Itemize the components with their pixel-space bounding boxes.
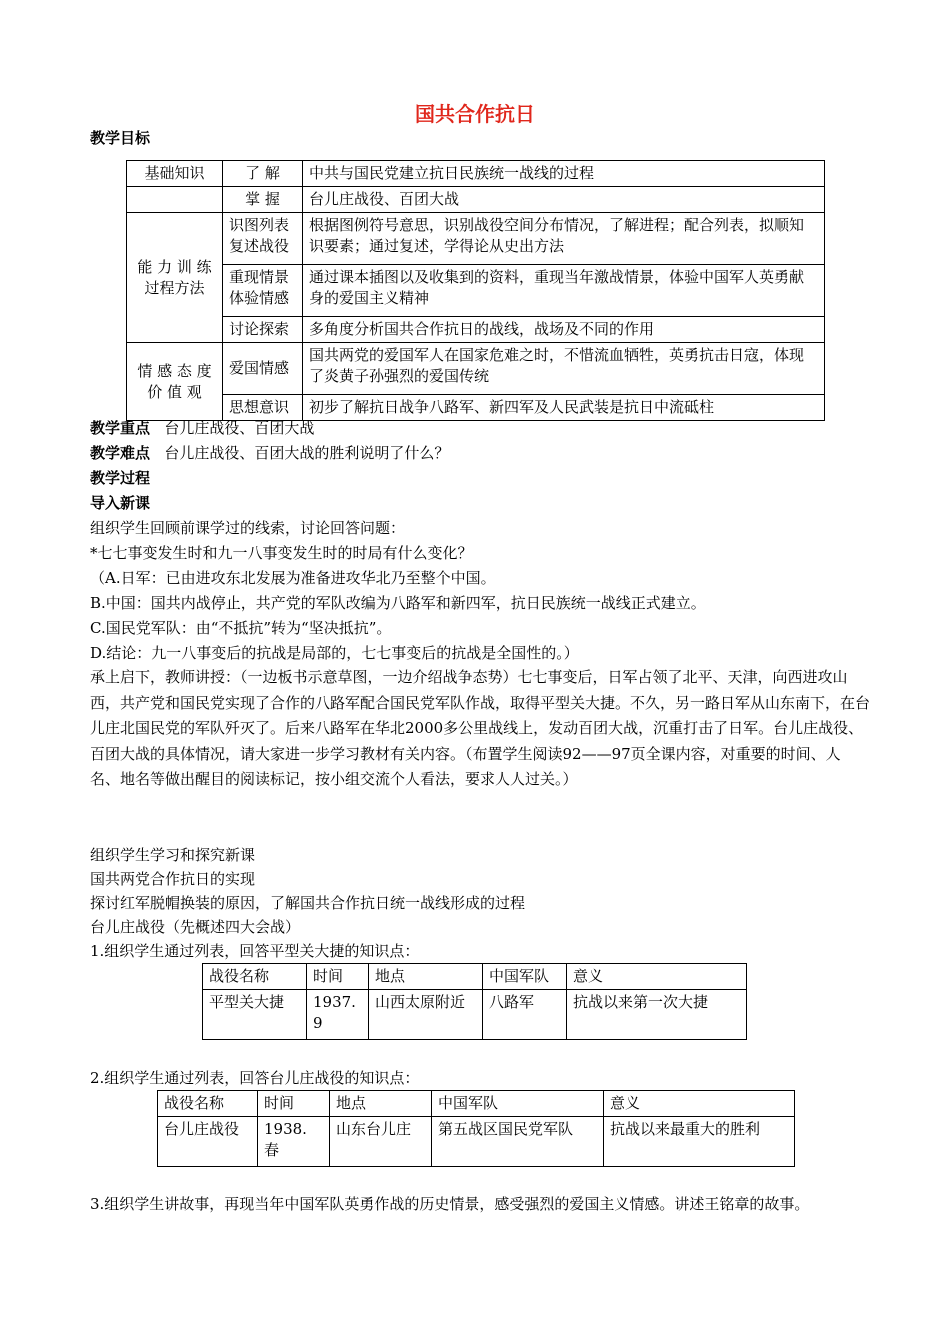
desc-master: 台儿庄战役、百团大战: [303, 187, 825, 213]
taierzhuang-table: [157, 1090, 795, 1167]
intro-line-1: 组织学生回顾前课学过的线索，讨论回答问题：: [90, 519, 406, 537]
objectives-table: [126, 160, 825, 421]
difficulty-text: 台儿庄战役、百团大战的胜利说明了什么？: [164, 444, 450, 462]
process-heading: 教学过程: [90, 469, 151, 487]
header-place: 地点: [369, 964, 483, 990]
intro-heading: 导入新课: [90, 494, 151, 512]
key-point-label: 教学重点: [90, 419, 151, 437]
sub-discussion: 讨论探索: [223, 317, 303, 343]
difficulty-line: [90, 443, 449, 463]
intro-line-2: *七七事变发生时和九一八事变发生时的时局有什么变化？: [90, 544, 473, 562]
desc-reenact: 通过课本插图以及收集到的资料，重现当年激战情景，体验中国军人英勇献身的爱国主义精神: [303, 265, 825, 317]
objectives-heading: 教学目标: [90, 129, 151, 147]
battle1-time-a: 1937.: [313, 993, 356, 1011]
battle2-army: 第五战区国民党军队: [432, 1117, 604, 1167]
intro-line-4: B.中国：国共内战停止，共产党的军队改编为八路军和新四军，抗日民族统一战线正式建立。: [90, 594, 706, 612]
new-lesson-line-1: 组织学生学习和探究新课: [90, 846, 256, 864]
header-name: 战役名称: [203, 964, 307, 990]
lecture-paragraph: 承上启下，教师讲授：（一边板书示意草图，一边介绍战争态势）七七事变后，日军占领了北平、天津，向西进攻山西，共产党和国民党实现了合作的八路军配合国民党军队作战，取得平型关大捷。不久，另一路日军从山东南下，在台儿庄北国民党的军队歼灭了。后来八路军在华北2000多公里战线上，发动百团大战，沉重打击了日军。台儿庄战役、百团大战的具体情况，请大家进一步学习教材有关内容。（布置学生阅读92——97页全课内容，对重要的时间、人名、地名等做出醒目的阅读标记，按小组交流个人看法，要求人人过关。）: [90, 668, 871, 788]
category-emotion-line2: 价 值 观: [147, 382, 202, 401]
battle1-army: 八路军: [483, 990, 567, 1040]
category-ability: [127, 213, 223, 343]
desc-discussion: 多角度分析国共合作抗日的战线，战场及不同的作用: [303, 317, 825, 343]
pingxingguan-table: [202, 963, 747, 1040]
battle2-place: 山东台儿庄: [330, 1117, 432, 1167]
intro-line-5: C.国民党军队：由“不抵抗”转为“坚决抵抗”。: [90, 619, 392, 637]
desc-map-reading: 根据图例符号意思，识别战役空间分布情况，了解进程；配合列表，拟顺知识要素；通过复述，学得论从史出方法: [303, 213, 825, 265]
sub-understand: 了 解: [223, 161, 303, 187]
battle2-time-b: 春: [264, 1141, 280, 1159]
header2-time: 时间: [258, 1091, 330, 1117]
category-basic: 基础知识: [127, 161, 223, 187]
header2-meaning: 意义: [604, 1091, 795, 1117]
sub-map-reading: 识图列表复述战役: [223, 213, 303, 265]
new-lesson-line-2: 国共两党合作抗日的实现: [90, 870, 256, 888]
sub-ideology: 思想意识: [223, 395, 303, 421]
header2-place: 地点: [330, 1091, 432, 1117]
desc-ideology: 初步了解抗日战争八路军、新四军及人民武装是抗日中流砥柱: [303, 395, 825, 421]
intro-line-6: D.结论：九一八事变后的抗战是局部的，七七事变后的抗战是全国性的。）: [90, 644, 579, 662]
sub-patriotism: 爱国情感: [223, 343, 303, 395]
header-time: 时间: [307, 964, 369, 990]
category-basic-cont: [127, 187, 223, 213]
desc-patriotism: 国共两党的爱国军人在国家危难之时，不惜流血牺牲，英勇抗击日寇，体现了炎黄子孙强烈的爱国传统: [303, 343, 825, 395]
sub-master: 掌 握: [223, 187, 303, 213]
intro-line-3: （A.日军：已由进攻东北发展为准备进攻华北乃至整个中国。: [90, 569, 496, 587]
battle2-name: 台儿庄战役: [158, 1117, 258, 1167]
desc-understand: 中共与国民党建立抗日民族统一战线的过程: [303, 161, 825, 187]
battle2-meaning: 抗战以来最重大的胜利: [604, 1117, 795, 1167]
category-emotion: [127, 343, 223, 421]
battle1-time: [307, 990, 369, 1040]
header-meaning: 意义: [567, 964, 747, 990]
battle1-time-b: 9: [313, 1014, 323, 1032]
item3-paragraph: 3.组织学生讲故事，再现当年中国军队英勇作战的历史情景，感受强烈的爱国主义情感。讲述王铭章的故事。: [90, 1195, 810, 1213]
battle1-name: 平型关大捷: [203, 990, 307, 1040]
new-lesson-line-3: 探讨红军脱帽换装的原因，了解国共合作抗日统一战线形成的过程: [90, 894, 526, 912]
battle2-time-a: 1938.: [264, 1120, 307, 1138]
category-emotion-line1: 情 感 态 度: [137, 361, 212, 380]
document-title: 国共合作抗日: [415, 102, 535, 126]
battle2-time: [258, 1117, 330, 1167]
category-ability-line1: 能 力 训 练: [137, 257, 212, 276]
battle1-place: 山西太原附近: [369, 990, 483, 1040]
difficulty-label: 教学难点: [90, 444, 151, 462]
battle1-meaning: 抗战以来第一次大捷: [567, 990, 747, 1040]
sub-reenact: 重现情景体验情感: [223, 265, 303, 317]
key-point-line: [90, 418, 314, 438]
new-lesson-line-5: 1.组织学生通过列表，回答平型关大捷的知识点：: [90, 942, 420, 960]
category-ability-line2: 过程方法: [144, 278, 205, 297]
header-army: 中国军队: [483, 964, 567, 990]
header2-name: 战役名称: [158, 1091, 258, 1117]
header2-army: 中国军队: [432, 1091, 604, 1117]
key-point-text: 台儿庄战役、百团大战: [164, 419, 315, 437]
new-lesson-line-4: 台儿庄战役（先概述四大会战）: [90, 918, 301, 936]
item2-line: 2.组织学生通过列表，回答台儿庄战役的知识点：: [90, 1069, 420, 1087]
